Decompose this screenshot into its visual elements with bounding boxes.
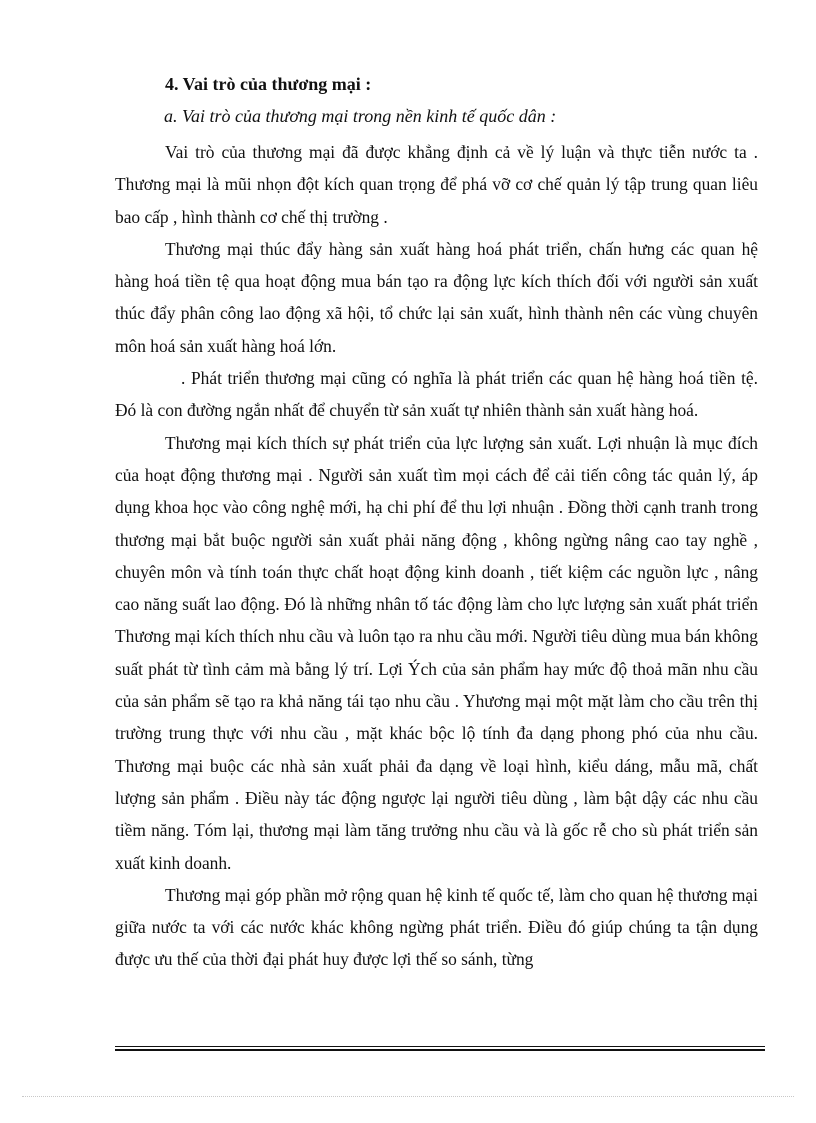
paragraph-2: Thương mại thúc đẩy hàng sản xuất hàng hoá phát triển, chấn hưng các quan hệ hàng hoá tiền tệ qua hoạt động mua bán tạo ra động lực kích thích đối với người sản xuất thúc đẩy phân công lao động xã hội, tổ chức lại sản xuất, hình thành nên các vùng chuyên môn hoá sản xuất hàng hoá lớn. — [115, 238, 758, 356]
section-heading: 4. Vai trò của thương mại : — [165, 74, 372, 94]
document-body — [115, 70, 758, 976]
subsection-heading: a. Vai trò của thương mại trong nền kinh tế quốc dân : — [164, 106, 557, 126]
paragraph-1: Vai trò của thương mại đã được khẳng định cả về lý luận và thực tiễn nước ta . Thương mại là mũi nhọn đột kích quan trọng để phá vỡ cơ chế quản lý tập trung quan liêu bao cấp , hình thành cơ chế thị trường . — [115, 142, 758, 227]
paragraph-3: . Phát triển thương mại cũng có nghĩa là phát triển các quan hệ hàng hoá tiền tệ. Đó là con đường ngắn nhất để chuyển từ sản xuất tự nhiên thành sản xuất hàng hoá. — [115, 368, 758, 421]
paragraph-4: Thương mại kích thích sự phát triển của lực lượng sản xuất. Lợi nhuận là mục đích của hoạt động thương mại . Người sản xuất tìm mọi cách để cải tiến công tác quản lý, áp dụng khoa học vào công nghệ mới, hạ chi phí để thu lợi nhuận . Đồng thời cạnh tranh trong thương mại bắt buộc người sản xuất phải năng động , không ngừng nâng cao tay nghề , chuyên môn và tính toán thực chất hoạt động kinh doanh , tiết kiệm các nguồn lực , nâng cao năng suất lao động. Đó là những nhân tố tác động làm cho lực lượng sản xuất phát triển Thương mại kích thích nhu cầu và luôn tạo ra nhu cầu mới. Người tiêu dùng mua bán không suất phát từ tình cảm mà bằng lý trí. Lợi Ých của sản phẩm hay mức độ thoả mãn nhu cầu của sản phẩm sẽ tạo ra khả năng tái tạo nhu cầu . Yhương mại một mặt làm cho cầu trên thị trường trung thực với nhu cầu , mặt khác bộc lộ tính đa dạng phong phó của nhu cầu. Thương mại buộc các nhà sản xuất phải đa dạng về loại hình, kiểu dáng, mẫu mã, chất lượng sản phẩm . Điều này tác động ngược lại người tiêu dùng , làm bật dậy các nhu cầu tiềm năng. Tóm lại, thương mại làm tăng trưởng nhu cầu và là gốc rễ cho sù phát triển sản xuất kinh doanh. — [115, 432, 758, 873]
footer-rule-thin — [115, 1046, 765, 1047]
paragraph-5: Thương mại góp phần mở rộng quan hệ kinh tế quốc tế, làm cho quan hệ thương mại giữa nước ta với các nước khác không ngừng phát triển. Điều đó giúp chúng ta tận dụng được ưu thế của thời đại phát huy được lợi thế so sánh, từng — [115, 884, 758, 970]
page-boundary-dotted-line — [22, 1096, 794, 1097]
footer-rule-thick — [115, 1049, 765, 1051]
